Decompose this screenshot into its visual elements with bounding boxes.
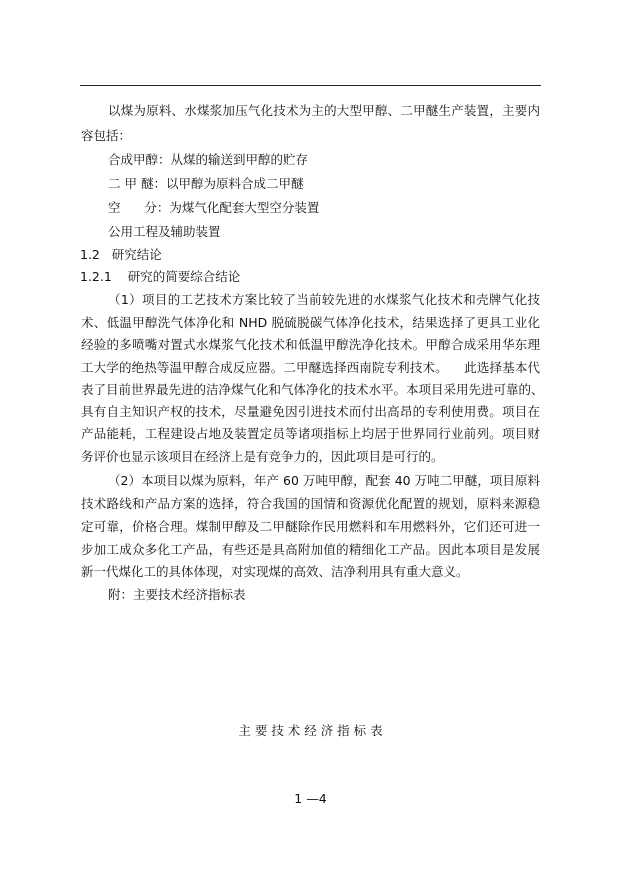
intro-line-1: 以煤为原料、水煤浆加压气化技术为主的大型甲醇、二甲醚生产装置，主要内 xyxy=(108,103,540,118)
paragraph-2-line-2: 技术路线和产品方案的选择，符合我国的国情和资源优化配置的规划，原料来源稳 xyxy=(81,496,540,511)
paragraph-1-line-3: 经验的多喷嘴对置式水煤浆气化技术和低温甲醇洗净化技术。甲醇合成采用华东理 xyxy=(81,337,540,352)
header-rule xyxy=(80,85,541,86)
intro-line-2: 容包括： xyxy=(81,128,132,143)
scope-item-utilities: 公用工程及辅助装置 xyxy=(108,224,221,239)
section-heading: 1.2 研究结论 xyxy=(80,247,162,262)
scope-item-dme: 二 甲 醚：以甲醇为原料合成二甲醚 xyxy=(108,176,304,191)
page-number: 1 —4 xyxy=(294,791,327,806)
paragraph-1-line-4: 工大学的绝热等温甲醇合成反应器。二甲醚选择西南院专利技术。 此选择基本代 xyxy=(81,360,540,375)
paragraph-1-line-6: 具有自主知识产权的技术，尽量避免因引进技术而付出高昂的专利使用费。项目在 xyxy=(81,404,540,419)
paragraph-1-line-5: 表了目前世界最先进的洁净煤气化和气体净化的技术水平。本项目采用先进可靠的、 xyxy=(81,382,544,397)
paragraph-2-line-3: 定可靠，价格合理。煤制甲醇及二甲醚除作民用燃料和车用燃料外，它们还可进一 xyxy=(81,519,540,534)
paragraph-2-line-1: （2）本项目以煤为原料，年产 60 万吨甲醇，配套 40 万吨二甲醚，项目原料 xyxy=(108,473,540,488)
paragraph-2-line-4: 步加工成众多化工产品，有些还是具高附加值的精细化工产品。因此本项目是发展 xyxy=(81,542,540,557)
paragraph-1-line-7: 产品能耗，工程建设占地及装置定员等诸项指标上均居于世界同行业前列。项目财 xyxy=(81,426,540,441)
scope-item-air-separation: 空 分：为煤气化配套大型空分装置 xyxy=(108,200,320,215)
table-title: 主 要 技 术 经 济 指 标 表 xyxy=(238,723,383,738)
scope-item-synthesis-methanol: 合成甲醇：从煤的输送到甲醇的贮存 xyxy=(108,152,309,167)
subsection-heading: 1.2.1 研究的简要综合结论 xyxy=(80,269,241,284)
appendix-note: 附：主要技术经济指标表 xyxy=(108,587,246,602)
paragraph-1-line-1: （1）项目的工艺技术方案比较了当前较先进的水煤浆气化技术和壳牌气化技 xyxy=(108,292,540,307)
paragraph-1-line-2: 术、低温甲醇洗气体净化和 NHD 脱硫脱碳气体净化技术，结果选择了更具工业化 xyxy=(81,315,540,330)
paragraph-2-line-5: 新一代煤化工的具体体现，对实现煤的高效、洁净利用具有重大意义。 xyxy=(81,564,469,579)
paragraph-1-line-8: 务评价也显示该项目在经济上是有竞争力的，因此项目是可行的。 xyxy=(81,449,444,464)
